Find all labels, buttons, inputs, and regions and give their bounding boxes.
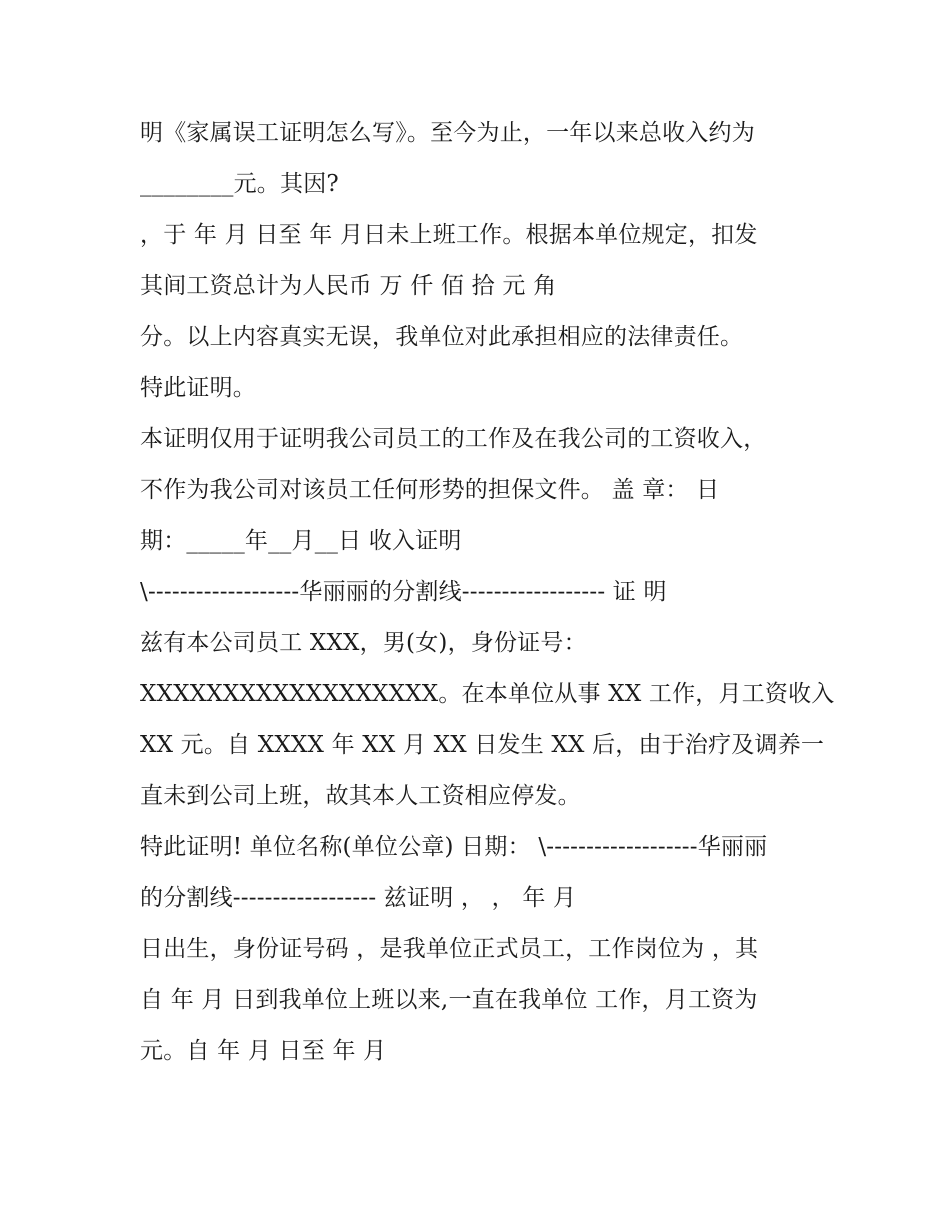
- text-line: 分。以上内容真实无误，我单位对此承担相应的法律责任。: [140, 324, 744, 350]
- text-line: XXXXXXXXXXXXXXXXXX。在本单位从事 XX 工作，月工资收入: [140, 681, 835, 707]
- document-body: [140, 108, 835, 1077]
- text-line: ________元。其因?: [140, 171, 339, 197]
- text-line: 其间工资总计为人民币 万 仟 佰 拾 元 角: [140, 273, 557, 299]
- text-line: 不作为我公司对该员工任何形势的担保文件。 盖 章： 日: [140, 477, 720, 503]
- text-line: 日出生，身份证号码 ，是我单位正式员工，工作岗位为 ，其: [140, 936, 759, 962]
- text-line: ，于 年 月 日至 年 月日未上班工作。根据本单位规定，扣发: [140, 222, 758, 248]
- text-line: 自 年 月 日到我单位上班以来,一直在我单位 工作，月工资为: [140, 987, 758, 1013]
- text-line: 直未到公司上班，故其本人工资相应停发。: [140, 783, 581, 809]
- text-line: \-------------------华丽丽的分割线------------------ 证 明: [140, 579, 667, 605]
- text-line: 特此证明。: [140, 375, 256, 401]
- text-line: 元。自 年 月 日至 年 月: [140, 1038, 387, 1064]
- text-line: 期：_____年__月__日 收入证明: [140, 528, 462, 554]
- text-line: 特此证明! 单位名称(单位公章) 日期： \-------------------华丽丽: [140, 834, 768, 860]
- text-line: 的分割线------------------ 兹证明 ， ， 年 月: [140, 885, 577, 911]
- text-line: 本证明仅用于证明我公司员工的工作及在我公司的工资收入，: [140, 426, 767, 452]
- text-line: XX 元。自 XXXX 年 XX 月 XX 日发生 XX 后，由于治疗及调养一: [140, 732, 825, 758]
- text-line: 兹有本公司员工 XXX，男(女)，身份证号：: [140, 630, 587, 656]
- text-line: 明《家属误工证明怎么写》。至今为止，一年以来总收入约为: [140, 120, 755, 146]
